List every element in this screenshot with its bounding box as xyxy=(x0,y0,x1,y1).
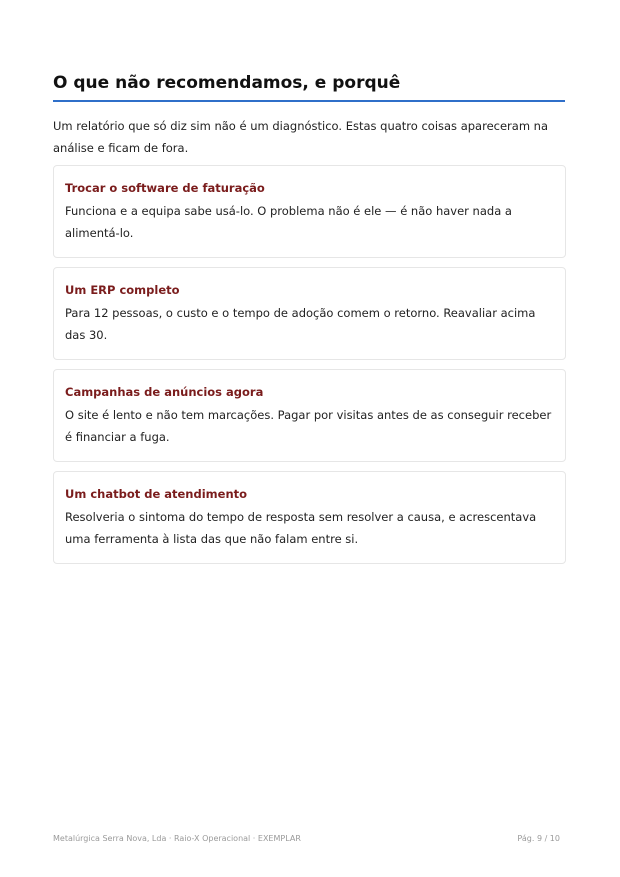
not-recommended-item xyxy=(53,165,566,258)
intro-paragraph: Um relatório que só diz sim não é um diagnóstico. Estas quatro coisas apareceram na análise e ficam de fora. xyxy=(53,119,549,155)
page-title: O que não recomendamos, e porquê xyxy=(53,73,401,93)
not-recommended-item xyxy=(53,471,566,564)
item-title: Trocar o software de faturação xyxy=(65,181,265,195)
item-text: Funciona e a equipa sabe usá-lo. O problema não é ele — é não haver nada a alimentá-lo. xyxy=(65,204,512,240)
item-text: Resolveria o sintoma do tempo de resposta sem resolver a causa, e acrescentava uma ferramenta à lista das que não falam entre si. xyxy=(65,510,537,546)
item-title: Um chatbot de atendimento xyxy=(65,487,248,501)
title-divider xyxy=(53,100,565,102)
not-recommended-item xyxy=(53,369,566,462)
item-text: Para 12 pessoas, o custo e o tempo de adoção comem o retorno. Reavaliar acima das 30. xyxy=(65,306,536,342)
item-title: Campanhas de anúncios agora xyxy=(65,385,264,399)
item-title: Um ERP completo xyxy=(65,283,180,297)
footer-page-number: Pág. 9 / 10 xyxy=(517,834,560,843)
not-recommended-list xyxy=(53,165,566,573)
footer-document-info: Metalúrgica Serra Nova, Lda · Raio-X Operacional · EXEMPLAR xyxy=(53,834,301,843)
item-text: O site é lento e não tem marcações. Pagar por visitas antes de as conseguir receber é financiar a fuga. xyxy=(65,408,552,444)
not-recommended-item xyxy=(53,267,566,360)
